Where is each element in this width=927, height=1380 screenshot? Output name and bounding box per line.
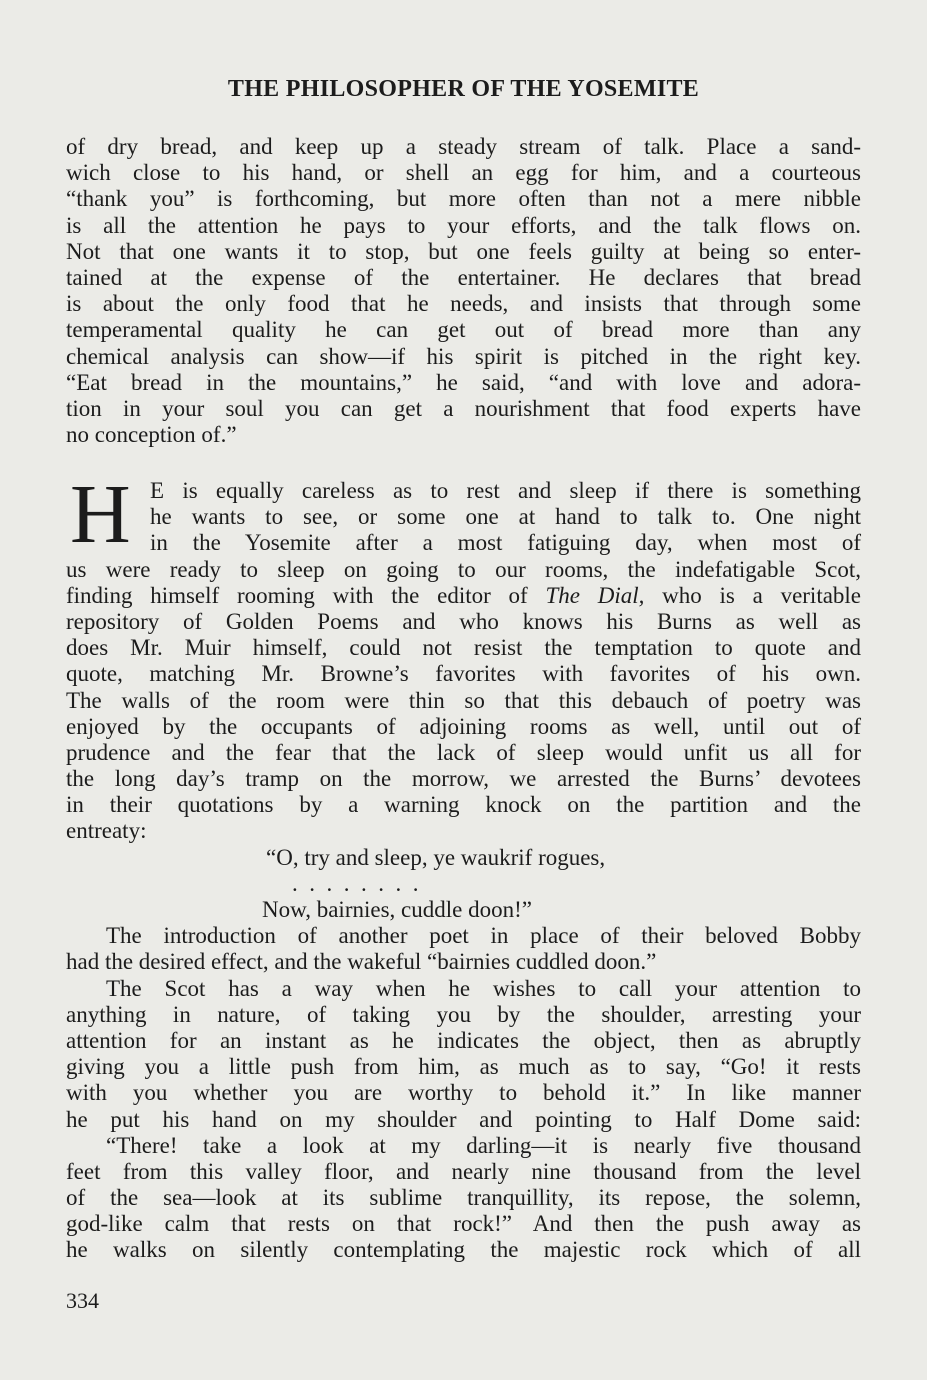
verse-line: “O, try and sleep, ye waukrif rogues, <box>266 844 606 870</box>
periodical-title: The Dial, <box>545 582 645 608</box>
text-line <box>66 583 861 609</box>
text-line: wich close to his hand, or shell an egg for him, and a courteous <box>66 160 861 186</box>
text-line: he put his hand on my shoulder and pointing to Half Dome said: <box>66 1106 861 1132</box>
text-line: E is equally careless as to rest and sleep if there is something <box>150 478 861 503</box>
text-line: in their quotations by a warning knock on the partition and the <box>66 792 861 818</box>
text-line: The Scot has a way when he wishes to call your attention to <box>106 975 861 1001</box>
text-line: temperamental quality he can get out of bread more than any <box>66 317 861 343</box>
text-line: us were ready to sleep on going to our rooms, the indefatigable Scot, <box>66 556 861 582</box>
verse-line: Now, bairnies, cuddle doon!” <box>262 897 532 922</box>
text-line: he walks on silently contemplating the majestic rock which of all <box>66 1237 861 1263</box>
text-line: of dry bread, and keep up a steady stream of talk. Place a sand- <box>66 134 861 159</box>
verse-ellipsis: . . . . . . . . <box>292 870 419 896</box>
text-line: giving you a little push from him, as much as to say, “Go! it rests <box>66 1054 861 1080</box>
text-line: is about the only food that he needs, and insists that through some <box>66 291 861 317</box>
text-line: attention for an instant as he indicates the object, then as abruptly <box>66 1027 861 1053</box>
text-line: quote, matching Mr. Browne’s favorites with favorites of his own. <box>66 661 861 687</box>
text-line: “Eat bread in the mountains,” he said, “and with love and adora- <box>66 369 861 395</box>
text-line: tained at the expense of the entertainer. He declares that bread <box>66 264 861 290</box>
text-line: enjoyed by the occupants of adjoining rooms as well, until out of <box>66 713 861 739</box>
text-line: chemical analysis can show—if his spirit is pitched in the right key. <box>66 343 861 369</box>
paragraph-2 <box>66 468 862 1264</box>
text-line: “There! take a look at my darling—it is nearly five thousand <box>106 1132 861 1158</box>
text-line: Not that one wants it to stop, but one feels guilty at being so enter- <box>66 238 861 264</box>
running-head: THE PHILOSOPHER OF THE YOSEMITE <box>227 76 700 102</box>
text-line: anything in nature, of taking you by the shoulder, arresting your <box>66 1001 861 1027</box>
drop-cap: H <box>70 468 131 561</box>
text-line: The walls of the room were thin so that this debauch of poetry was <box>66 687 861 713</box>
text-line: tion in your soul you can get a nourishment that food experts have <box>66 395 861 421</box>
text-segment: finding himself rooming with the editor of <box>66 582 528 608</box>
paragraph-1 <box>66 134 861 448</box>
text-line: feet from this valley floor, and nearly nine thousand from the level <box>66 1158 861 1184</box>
page-number: 334 <box>66 1288 99 1313</box>
text-line: The introduction of another poet in place of their beloved Bobby <box>106 923 861 949</box>
text-line: repository of Golden Poems and who knows his Burns as well as <box>66 608 861 634</box>
text-line: the long day’s tramp on the morrow, we arrested the Burns’ devotees <box>66 766 861 792</box>
text-line: does Mr. Muir himself, could not resist the temptation to quote and <box>66 635 861 661</box>
text-line: “thank you” is forthcoming, but more often than not a mere nibble <box>66 186 861 212</box>
text-line: of the sea—look at its sublime tranquillity, its repose, the solemn, <box>66 1185 861 1211</box>
text-line: is all the attention he pays to your efforts, and the talk flows on. <box>66 212 861 238</box>
text-line: prudence and the fear that the lack of sleep would unfit us all for <box>66 739 861 765</box>
text-line: in the Yosemite after a most fatiguing day, when most of <box>150 530 861 556</box>
text-line: with you whether you are worthy to behold it.” In like manner <box>66 1080 861 1106</box>
text-line: had the desired effect, and the wakeful “bairnies cuddled doon.” <box>66 949 657 975</box>
text-line: entreaty: <box>66 818 147 844</box>
text-line: no conception of.” <box>66 422 237 448</box>
text-line: he wants to see, or some one at hand to talk to. One night <box>150 504 861 530</box>
text-line: god-like calm that rests on that rock!” And then the push away as <box>66 1211 861 1237</box>
text-segment: who is a veritable <box>662 582 862 608</box>
